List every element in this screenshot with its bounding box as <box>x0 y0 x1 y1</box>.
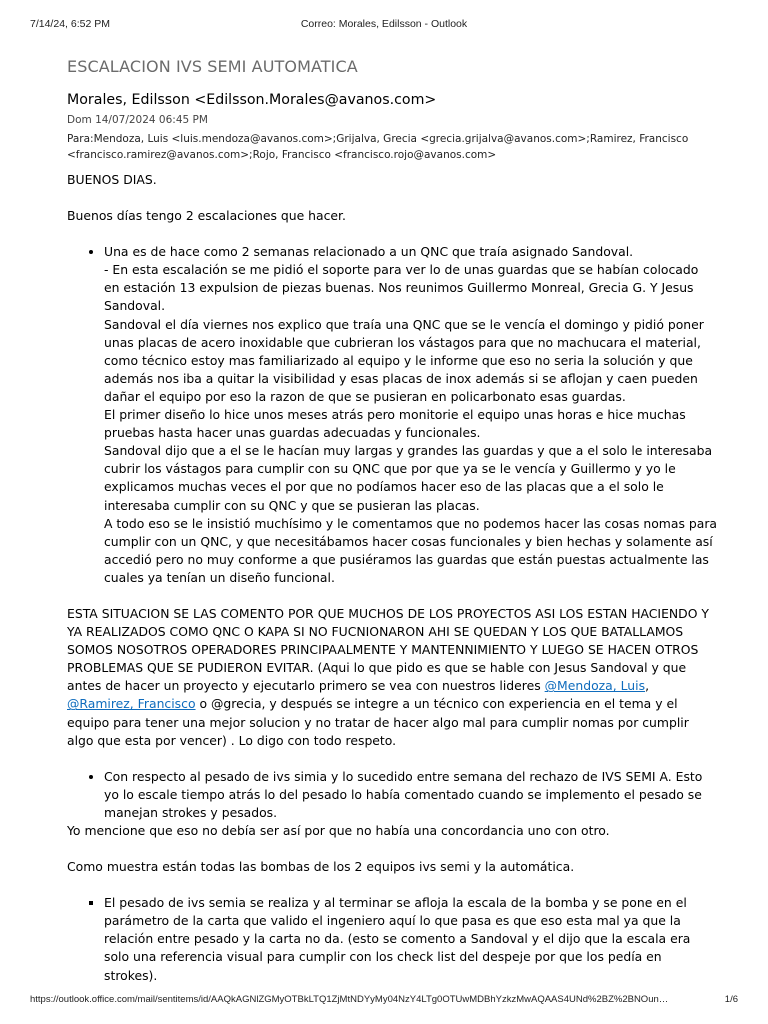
email-sent-date: Dom 14/07/2024 06:45 PM <box>67 114 208 126</box>
mention-mendoza-luis[interactable]: @Mendoza, Luis <box>544 678 646 694</box>
bullet1-line2: - En esta escalación se me pidió el soporte para ver lo de unas guardas que se habían colocado en estación 13 expulsion de piezas buenas. Nos reunimos Guillermo Monreal, Grecia G. Y Jesus Sandoval. <box>104 262 699 314</box>
bullet1-line1: • Una es de hace como 2 semanas relacionado a un QNC que traía asignado Sandoval. <box>104 244 634 260</box>
list-item: • Con respecto al pesado de ivs simia y lo sucedido entre semana del rechazo de IVS SEMI A. Esto yo lo escale tiempo atrás lo del pesado lo había comentado cuando se implemento el pesado se manejan strokes y pesados. <box>104 768 717 822</box>
situation-paragraph <box>67 605 717 750</box>
list-item <box>104 243 717 587</box>
print-header <box>30 18 738 32</box>
sample-paragraph: Como muestra están todas las bombas de los 2 equipos ivs semi y la automática. <box>67 859 575 875</box>
bullet-list-3 <box>67 894 717 984</box>
mention-ramirez-francisco[interactable]: @Ramirez, Francisco <box>67 696 196 712</box>
email-message <box>67 56 717 985</box>
bullet-list-2 <box>67 768 717 822</box>
email-recipients <box>67 131 717 163</box>
situation-text-c: o @grecia, y después se integre a un técnico con experiencia en el tema y el equipo para tener una mejor solucion y no tratar de hacer algo mal para cumplir nomas por cumplir algo que esta por vencer) . Lo digo con todo respeto. <box>67 696 689 748</box>
list-item: ▪ El pesado de ivs semia se realiza y al terminar se afloja la escala de la bomba y se pone en el parámetro de la carta que valido el ingeniero aquí lo que pasa es que eso esta mal ya que la relación entre pesado y la carta no da. (esto se comento a Sandoval y el dijo que la escala era solo una referencia visual para cumplir con los check list del despeje por que los pedía en strokes). <box>104 894 717 984</box>
situation-text-a: ESTA SITUACION SE LAS COMENTO POR QUE MUCHOS DE LOS PROYECTOS ASI LOS ESTAN HACIENDO Y YA REALIZADOS COMO QNC O KAPA SI NO FUCNIONARON AHI SE QUEDAN Y LOS QUE BATALLAMOS SOMOS NOSOTROS OPERADORES PRINCIPAALMENTE Y MANTENNIMIENTO Y LUEGO SE HACEN OTROS PROBLEMAS QUE SE PUDIERON EVITAR. (Aqui lo que pido es que se hable con Jesus Sandoval y que antes de hacer un proyecto y ejecutarlo primero se vea con nuestros lideres <box>67 605 709 694</box>
bullet1-line4: El primer diseño lo hice unos meses atrás pero monitorie el equipo unas horas e hice muchas pruebas hasta hacer unas guardas adecuadas y funcionales. <box>104 407 686 441</box>
bullet1-line6: A todo eso se le insistió muchísimo y le comentamos que no podemos hacer las cosas nomas para cumplir con un QNC, y que necesitábamos hacer cosas funcionales y bien hechas y solamente así accedió pero no muy conforme a que pusiéramos las guardas que están puestas actualmente las cuales ya tenían un diseño funcional. <box>104 515 718 585</box>
page-number: 1/6 <box>724 994 738 1005</box>
intro-paragraph: Buenos días tengo 2 escalaciones que hacer. <box>67 208 346 224</box>
email-body <box>67 171 717 985</box>
print-url: https://outlook.office.com/mail/sentitems/id/AAQkAGNlZGMyOTBkLTQ1ZjMtNDYyMy04NzY4LTg0OTUwMDBhYzkzMwAQAAS4UNd%2BZ%2BNOun… <box>30 994 669 1005</box>
print-footer <box>30 994 738 1008</box>
mention-paragraph: Yo mencione que eso no debía ser así por que no había una concordancia uno con otro. <box>67 823 610 838</box>
email-recipients-line-2: <francisco.ramirez@avanos.com>;Rojo, Francisco <francisco.rojo@avanos.com> <box>67 149 497 161</box>
email-sender: Morales, Edilsson <Edilsson.Morales@avanos.com> <box>67 92 437 108</box>
situation-text-b: , <box>645 678 650 694</box>
bullet1-line5: Sandoval dijo que a el se le hacían muy largas y grandes las guardas y que a el solo le interesaba cubrir los vástagos para cumplir con su QNC que por que ya se le vencía y Guillermo y yo le explicamos muchas veces el por que no podíamos hacer eso de las placas que a el solo le interesaba cumplir con su QNC y que se pusieran las placas. <box>104 443 713 513</box>
print-window-title: Correo: Morales, Edilsson - Outlook <box>300 18 468 30</box>
email-subject: ESCALACION IVS SEMI AUTOMATICA <box>67 57 358 76</box>
print-datetime: 7/14/24, 6:52 PM <box>30 18 110 30</box>
bullet1-line3: Sandoval el día viernes nos explico que traía una QNC que se le vencía el domingo y pidió poner unas placas de acero inoxidable que cubrieran los vástagos para que no machucara el material, como técnico estoy mas familiarizado al equipo y le informe que eso no seria la solución y que además nos iba a quitar la visibilidad y esas placas de inox además si se aflojan y caen pueden dañar el equipo por eso la razon de que se pusieran en policarbonato esas guardas. <box>104 316 704 404</box>
greeting: BUENOS DIAS. <box>67 172 157 187</box>
bullet-list-1 <box>67 243 717 587</box>
email-recipients-line-1: Para:Mendoza, Luis <luis.mendoza@avanos.com>;Grijalva, Grecia <grecia.grijalva@avanos.com>;Ramirez, Francisco <box>67 133 689 145</box>
